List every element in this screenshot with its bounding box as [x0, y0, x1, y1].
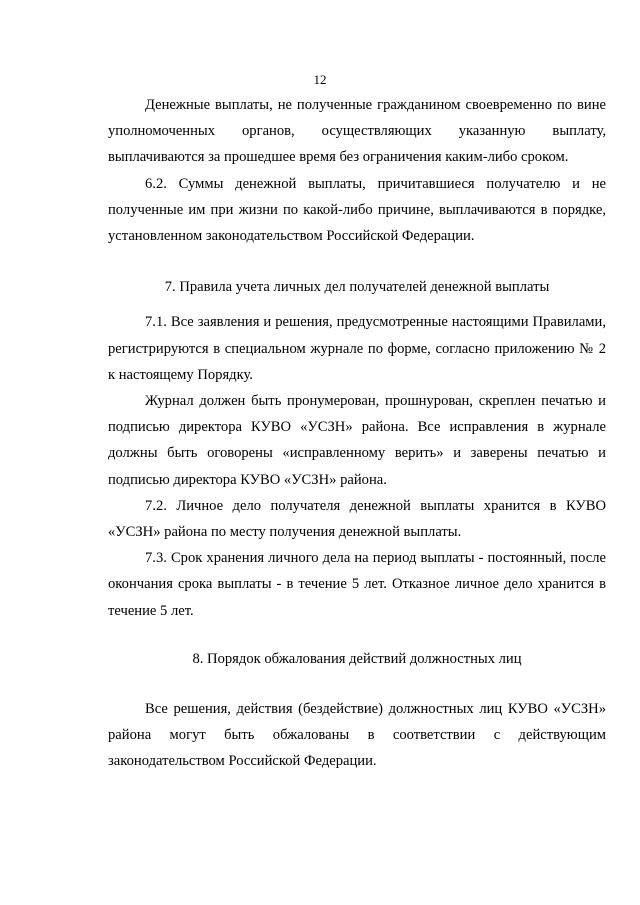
section-8-heading: 8. Порядок обжалования действий должностных лиц	[192, 650, 522, 667]
document-body	[108, 92, 606, 775]
paragraph-7-3: 7.3. Срок хранения личного дела на период выплаты - постоянный, после окончания срока выплаты - в течение 5 лет. Отказное личное дело хранится в течение 5 лет.	[108, 550, 606, 619]
section-7-heading: 7. Правила учета личных дел получателей денежной выплаты	[164, 279, 550, 296]
page-number: 12	[313, 72, 327, 87]
paragraph-journal: Журнал должен быть пронумерован, прошнурован, скреплен печатью и подписью директора КУВО «УСЗН» района. Все исправления в журнале должны быть оговорены «исправленному верить» и заверены печатью и подписью директора КУВО «УСЗН» района.	[108, 393, 606, 488]
paragraph-delayed-payments: Денежные выплаты, не полученные гражданином своевременно по вине уполномоченных органов, осуществляющих указанную выплату, выплачиваются за прошедшее время без ограничения каким-либо сроком.	[108, 97, 606, 166]
paragraph-6-2: 6.2. Суммы денежной выплаты, причитавшиеся получателю и не полученные им при жизни по какой-либо причине, выплачиваются в порядке, установленном законодательством Российской Федерации.	[108, 175, 606, 245]
paragraph-appeals: Все решения, действия (бездействие) должностных лиц КУВО «УСЗН» района могут быть обжалованы в соответствии с действующим законодательством Российской Федерации.	[108, 701, 606, 770]
paragraph-7-2: 7.2. Личное дело получателя денежной выплаты хранится в КУВО «УСЗН» района по месту получения денежной выплаты.	[108, 497, 606, 541]
paragraph-7-1: 7.1. Все заявления и решения, предусмотренные настоящими Правилами, регистрируются в специальном журнале по форме, согласно приложению № 2 к настоящему Порядку.	[108, 314, 606, 383]
